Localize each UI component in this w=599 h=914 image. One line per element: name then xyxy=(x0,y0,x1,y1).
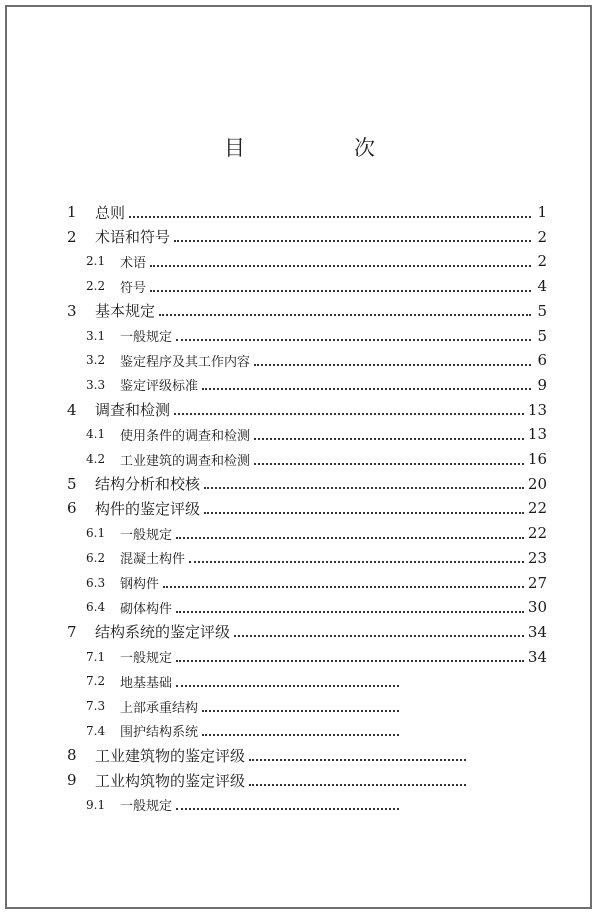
toc-entry[interactable] xyxy=(67,743,470,767)
toc-entry-number: 4.2 xyxy=(86,452,106,466)
toc-entry-page: 27 xyxy=(527,573,547,592)
toc-entry-label: 工业建筑物的鉴定评级 xyxy=(95,746,246,765)
toc-entry-number: 7 xyxy=(67,622,77,641)
toc-entry-label: 使用条件的调查和检测 xyxy=(120,428,251,444)
toc-entry-page: 34 xyxy=(527,622,547,641)
toc-entry[interactable] xyxy=(86,546,547,570)
toc-entry[interactable] xyxy=(86,595,547,619)
dot-leader xyxy=(159,313,531,316)
toc-entry-number: 6 xyxy=(67,499,77,518)
dot-leader xyxy=(176,338,531,341)
toc-entry-label: 钢构件 xyxy=(120,577,160,592)
toc-entry-label: 结构分析和校核 xyxy=(95,475,201,494)
toc-entry-number: 7.4 xyxy=(86,723,106,738)
toc-entry-number: 2.1 xyxy=(86,254,106,269)
toc-entry-label: 砌体构件 xyxy=(120,601,173,617)
dot-leader xyxy=(150,264,531,267)
toc-entry-label: 地基基础 xyxy=(120,675,173,691)
toc-entry[interactable] xyxy=(86,719,403,743)
dot-leader xyxy=(176,610,524,613)
dot-leader xyxy=(254,363,531,366)
toc-entry-label: 鉴定程序及其工作内容 xyxy=(120,354,251,370)
toc-entry-label: 调查和检测 xyxy=(95,401,171,420)
dot-leader xyxy=(176,684,399,687)
dot-leader xyxy=(176,536,524,539)
dot-leader xyxy=(202,709,399,712)
toc-entry-label: 一般规定 xyxy=(120,651,173,667)
toc-entry[interactable] xyxy=(86,324,547,348)
toc-entry-number: 3.2 xyxy=(86,353,106,368)
toc-entry-page: 22 xyxy=(527,499,547,518)
toc-entry-page: 1 xyxy=(537,203,547,221)
dot-leader xyxy=(204,511,524,514)
dot-leader xyxy=(249,783,466,786)
toc-entry-label: 工业构筑物的鉴定评级 xyxy=(95,771,246,790)
toc-entry[interactable] xyxy=(86,447,547,471)
toc-entry-number: 2.2 xyxy=(86,279,106,294)
toc-entry-number: 8 xyxy=(67,746,77,765)
dot-leader xyxy=(174,412,524,415)
dot-leader xyxy=(234,634,524,637)
toc-entry[interactable] xyxy=(86,274,547,298)
dot-leader xyxy=(150,289,531,292)
toc-entry[interactable] xyxy=(86,645,547,669)
toc-entry-number: 6.2 xyxy=(86,550,106,565)
toc-entry[interactable] xyxy=(86,348,547,372)
toc-entry-page: 4 xyxy=(537,277,547,296)
toc-entry[interactable] xyxy=(86,571,547,595)
toc-entry-page: 2 xyxy=(537,227,547,246)
toc-entry-number: 3.1 xyxy=(86,328,106,343)
toc-entry[interactable] xyxy=(67,225,547,249)
toc-entry-page: 5 xyxy=(537,301,547,320)
toc-entry-number: 6.1 xyxy=(86,526,106,541)
dot-leader xyxy=(202,733,399,736)
dot-leader xyxy=(189,560,524,563)
dot-leader xyxy=(249,758,466,761)
toc-entry-label: 一般规定 xyxy=(120,330,173,345)
toc-entry-label: 工业建筑的调查和检测 xyxy=(120,453,251,469)
toc-entry-label: 符号 xyxy=(120,280,147,296)
toc-entry-label: 上部承重结构 xyxy=(120,700,199,716)
toc-entry[interactable] xyxy=(67,620,547,644)
toc-entry-number: 9 xyxy=(67,771,77,790)
toc-entry[interactable] xyxy=(86,669,403,693)
toc-entry-number: 7.3 xyxy=(86,699,106,713)
toc-entry-label: 结构系统的鉴定评级 xyxy=(95,623,231,642)
toc-entry[interactable] xyxy=(67,299,547,323)
toc-entry-page: 16 xyxy=(527,450,547,468)
toc-entry-page: 22 xyxy=(527,524,547,543)
toc-entry[interactable] xyxy=(67,496,547,520)
dot-leader xyxy=(174,239,531,242)
toc-entry[interactable] xyxy=(67,472,547,496)
toc-entry-label: 一般规定 xyxy=(120,799,173,815)
toc-entry-number: 3 xyxy=(67,301,77,320)
toc-entry-number: 7.2 xyxy=(86,674,106,689)
toc-entry-label: 基本规定 xyxy=(95,302,156,321)
toc-entry-page: 13 xyxy=(527,425,547,444)
toc-entry-label: 构件的鉴定评级 xyxy=(95,499,201,518)
toc-entry[interactable] xyxy=(67,398,547,422)
dot-leader xyxy=(129,215,531,218)
dot-leader xyxy=(254,437,524,440)
dot-leader xyxy=(204,486,524,489)
dot-leader xyxy=(254,462,524,465)
toc-entry-page: 5 xyxy=(537,326,547,345)
toc-entry-label: 一般规定 xyxy=(120,527,173,543)
toc-entry-number: 4.1 xyxy=(86,427,106,442)
toc-entry[interactable] xyxy=(86,249,547,273)
toc-entry-number: 9.1 xyxy=(86,797,106,812)
toc-entry-page: 2 xyxy=(537,252,547,271)
toc-entry-label: 鉴定评级标准 xyxy=(120,379,199,395)
toc-entry-number: 5 xyxy=(67,474,77,493)
toc-entry-page: 23 xyxy=(527,548,547,567)
dot-leader xyxy=(176,659,524,662)
toc-entry-label: 术语和符号 xyxy=(95,228,171,247)
toc-entry[interactable] xyxy=(86,422,547,446)
toc-entry-number: 3.3 xyxy=(86,377,106,392)
toc-entry-page: 34 xyxy=(527,647,547,666)
toc-entry[interactable] xyxy=(86,521,547,545)
toc-entry-label: 围护结构系统 xyxy=(120,725,199,741)
dot-leader xyxy=(163,585,524,588)
toc-entry-number: 6.3 xyxy=(86,575,106,590)
page-title: 目 次 xyxy=(224,136,419,160)
toc-entry[interactable] xyxy=(86,373,547,397)
dot-leader xyxy=(176,807,399,810)
toc-entry[interactable] xyxy=(86,694,403,718)
toc-entry-page: 13 xyxy=(527,400,547,419)
toc-entry-number: 4 xyxy=(67,400,77,419)
toc-entry-page: 9 xyxy=(537,375,547,394)
toc-entry[interactable] xyxy=(86,793,403,817)
toc-entry-page: 6 xyxy=(537,351,547,370)
toc-entry-number: 2 xyxy=(67,227,77,246)
toc-entry-number: 7.1 xyxy=(86,649,106,664)
toc-entry-label: 术语 xyxy=(120,255,147,271)
dot-leader xyxy=(202,387,531,390)
toc-entry-page: 30 xyxy=(527,598,547,617)
toc-entry-number: 1 xyxy=(67,203,77,221)
toc-entry[interactable] xyxy=(67,768,470,792)
toc-entry-number: 6.4 xyxy=(86,600,106,615)
toc-entry-page: 20 xyxy=(527,474,547,493)
toc-entry-label: 总则 xyxy=(95,203,126,222)
toc-entry[interactable] xyxy=(67,200,547,224)
toc-entry-label: 混凝土构件 xyxy=(120,552,186,568)
